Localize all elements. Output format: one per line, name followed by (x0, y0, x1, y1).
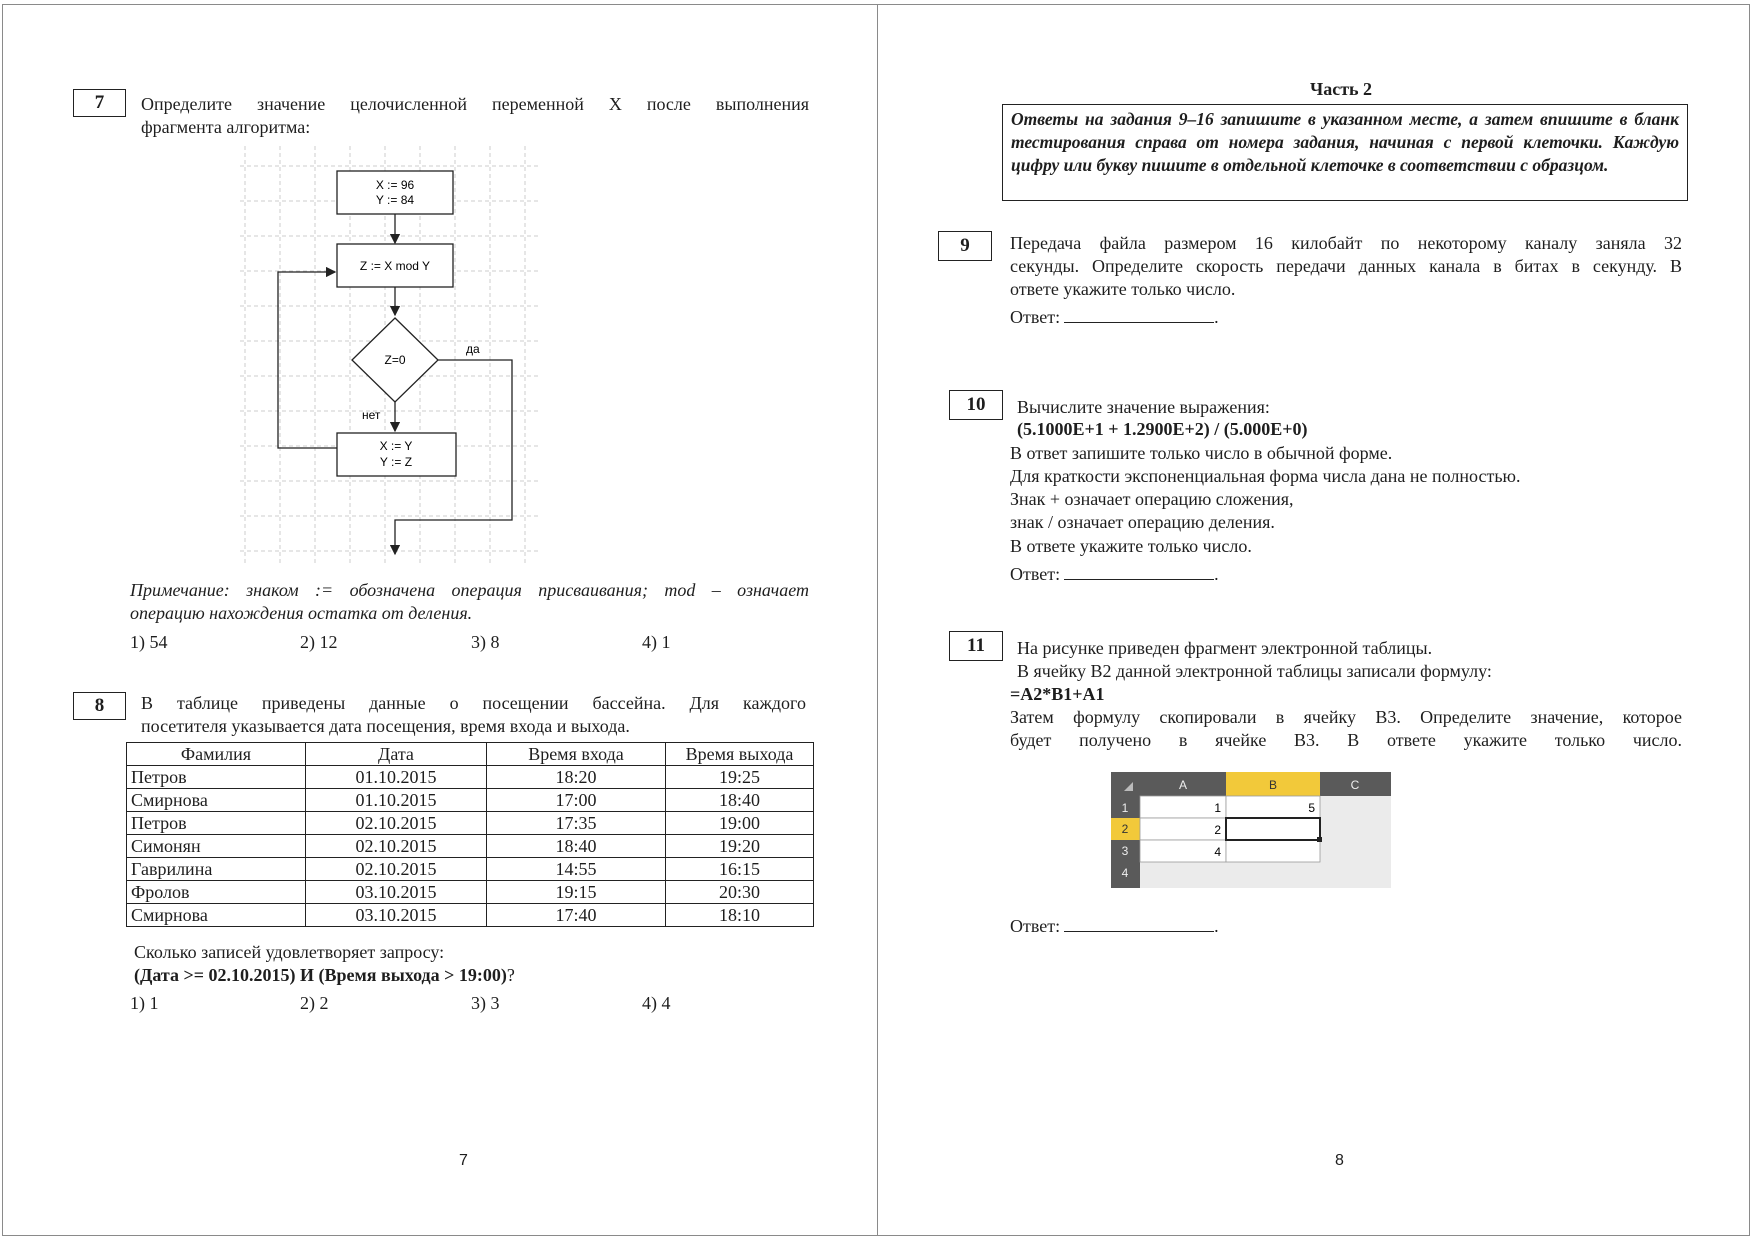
flowchart-condition: Z=0 (384, 353, 406, 367)
left-page-number: 7 (459, 1152, 468, 1169)
task10-line1: Вычислите значение выражения: (1017, 397, 1270, 417)
task11-line5: будет получено в ячейке B3. В ответе укажите только число. (1010, 730, 1682, 750)
table-cell: Гаврилина (127, 858, 306, 881)
table-row (127, 812, 814, 835)
task11-line2: В ячейку B2 данной электронной таблицы записали формулу: (1017, 661, 1492, 681)
task10-line3: В ответ запишите только число в обычной форме. (1010, 443, 1393, 463)
table-cell: 18:40 (487, 835, 666, 858)
sheet-value-a1: 1 (1214, 801, 1221, 815)
table-cell: 01.10.2015 (306, 789, 487, 812)
sheet-cell-b1 (1226, 796, 1320, 818)
task9-answer-label: Ответ: (1010, 307, 1061, 327)
visits-header-date: Дата (306, 743, 487, 766)
table-cell: 17:35 (487, 812, 666, 835)
flowchart-assign-line2: Y := Z (379, 455, 413, 469)
task11-spreadsheet (1111, 772, 1393, 890)
task9-text-line3: ответе укажите только число. (1010, 279, 1236, 299)
table-row (127, 858, 814, 881)
table-cell: 19:20 (666, 835, 814, 858)
task10-answer-label: Ответ: (1010, 564, 1061, 584)
task7-note-line2: операцию нахождения остатка от деления. (130, 603, 473, 623)
task8-question: Сколько записей удовлетворяет запросу: (134, 942, 445, 962)
visits-header-surname: Фамилия (127, 743, 306, 766)
table-cell: 17:00 (487, 789, 666, 812)
table-row (127, 904, 814, 927)
task10-expression: (5.1000E+1 + 1.2900E+2) / (5.000E+0) (1017, 419, 1308, 439)
instructions-box: Ответы на задания 9–16 запишите в указанном месте, а затем впишите в бланк тестирования справа от номера задания, начиная с первой клеточки. Каждую цифру или букву пишите в отдельной клеточке в соответствии с образцом. (1002, 104, 1688, 201)
table-cell: 18:40 (666, 789, 814, 812)
task7-option-2[interactable]: 2) 12 (300, 632, 338, 652)
table-cell: Петров (127, 812, 306, 835)
task9-number: 9 (938, 231, 992, 261)
task10-number: 10 (949, 390, 1003, 420)
task9-answer-end: . (1214, 307, 1219, 327)
task10-line6: знак / означает операцию деления. (1010, 512, 1275, 532)
sheet-cell-a3 (1140, 840, 1226, 862)
task8-option-3[interactable]: 3) 3 (471, 993, 500, 1013)
task8-text-line1: В таблице приведены данные о посещении бассейна. Для каждого (141, 693, 806, 713)
sheet-cell-b3 (1226, 840, 1320, 862)
table-cell: 17:40 (487, 904, 666, 927)
task10-line4: Для краткости экспоненциальная форма числа дана не полностью. (1010, 466, 1521, 486)
table-cell: 03.10.2015 (306, 904, 487, 927)
task11-line4: Затем формулу скопировали в ячейку B3. Определите значение, которое (1010, 707, 1682, 727)
sheet-fill-handle (1317, 837, 1322, 842)
task9-text-line1: Передача файла размером 16 килобайт по некоторому каналу заняла 32 (1010, 233, 1682, 253)
table-row (127, 766, 814, 789)
table-cell: Смирнова (127, 904, 306, 927)
part-title: Часть 2 (1310, 79, 1373, 99)
sheet-col-a-header: A (1178, 778, 1188, 792)
flowchart-init-line2: Y := 84 (375, 193, 415, 207)
task9-text-line2: секунды. Определите скорость передачи данных канала в битах в секунду. В (1010, 256, 1682, 276)
flowchart-loop-back (278, 272, 337, 448)
task11-number: 11 (949, 631, 1003, 661)
task8-query (134, 964, 515, 987)
task7-flowchart (240, 146, 550, 572)
task7-text-line1: Определите значение целочисленной переменной X после выполнения (141, 94, 809, 114)
sheet-row1-header: 1 (1121, 801, 1129, 815)
task7-text-line2: фрагмента алгоритма: (141, 117, 311, 137)
task10-answer-end: . (1214, 564, 1219, 584)
table-cell: 03.10.2015 (306, 881, 487, 904)
table-row (127, 881, 814, 904)
task8-option-2[interactable]: 2) 2 (300, 993, 329, 1013)
table-cell: 19:25 (666, 766, 814, 789)
visits-table (126, 742, 814, 927)
table-cell: Смирнова (127, 789, 306, 812)
task9-answer-field[interactable] (1064, 306, 1214, 323)
table-cell: 18:20 (487, 766, 666, 789)
flowchart-no-label: нет (362, 408, 381, 422)
table-cell: 20:30 (666, 881, 814, 904)
sheet-value-a3: 4 (1214, 845, 1221, 859)
sheet-cell-a2 (1140, 818, 1226, 840)
task7-number: 7 (73, 89, 126, 117)
task11-formula: =A2*B1+A1 (1010, 684, 1105, 704)
sheet-row2-header: 2 (1121, 822, 1129, 836)
flowchart-assign-line1: X := Y (379, 439, 413, 453)
task10-line7: В ответе укажите только число. (1010, 536, 1252, 556)
table-cell: 02.10.2015 (306, 835, 487, 858)
table-cell: Симонян (127, 835, 306, 858)
table-row (127, 835, 814, 858)
task11-answer (1010, 915, 1219, 937)
task11-answer-label: Ответ: (1010, 916, 1061, 936)
table-cell: 01.10.2015 (306, 766, 487, 789)
task8-option-4[interactable]: 4) 4 (642, 993, 671, 1013)
task7-option-1[interactable]: 1) 54 (130, 632, 168, 652)
table-cell: 02.10.2015 (306, 812, 487, 835)
task10-answer-field[interactable] (1064, 563, 1214, 580)
task10-answer (1010, 563, 1219, 585)
table-cell: 19:15 (487, 881, 666, 904)
table-cell: Фролов (127, 881, 306, 904)
task7-option-3[interactable]: 3) 8 (471, 632, 500, 652)
task11-answer-end: . (1214, 916, 1219, 936)
task8-text-line2: посетителя указывается дата посещения, время входа и выхода. (141, 716, 630, 736)
table-row (127, 789, 814, 812)
table-cell: 16:15 (666, 858, 814, 881)
flowchart-mod-text: Z := X mod Y (359, 259, 431, 273)
task10-line5: Знак + означает операцию сложения, (1010, 489, 1294, 509)
table-cell: 02.10.2015 (306, 858, 487, 881)
flowchart-yes-label: да (466, 342, 480, 356)
table-cell: 14:55 (487, 858, 666, 881)
right-page-number: 8 (1335, 1152, 1344, 1169)
sheet-value-a2: 2 (1214, 823, 1221, 837)
visits-table-header-row (127, 743, 814, 766)
task11-answer-field[interactable] (1064, 915, 1214, 932)
page-spine (877, 4, 878, 1236)
sheet-cell-a1 (1140, 796, 1226, 818)
sheet-value-b1: 5 (1308, 801, 1315, 815)
sheet-col-c-header: C (1350, 778, 1360, 792)
sheet-row4-header: 4 (1121, 866, 1129, 880)
task8-query-expression: (Дата >= 02.10.2015) И (Время выхода > 19:00) (134, 965, 507, 985)
table-cell: 18:10 (666, 904, 814, 927)
sheet-col-b-header: B (1268, 778, 1278, 792)
sheet-cell-b2-selected (1226, 818, 1320, 840)
task7-note-line1: Примечание: знаком := обозначена операция присваивания; mod – означает (130, 580, 809, 600)
visits-header-exit: Время выхода (666, 743, 814, 766)
table-cell: Петров (127, 766, 306, 789)
task8-number: 8 (73, 692, 126, 720)
task11-line1: На рисунке приведен фрагмент электронной таблицы. (1017, 638, 1433, 658)
task8-option-1[interactable]: 1) 1 (130, 993, 159, 1013)
task9-answer (1010, 306, 1219, 328)
visits-header-entry: Время входа (487, 743, 666, 766)
task7-option-4[interactable]: 4) 1 (642, 632, 671, 652)
sheet-row3-header: 3 (1121, 844, 1129, 858)
task8-query-end: ? (506, 965, 515, 985)
table-cell: 19:00 (666, 812, 814, 835)
flowchart-init-line1: X := 96 (375, 178, 415, 192)
